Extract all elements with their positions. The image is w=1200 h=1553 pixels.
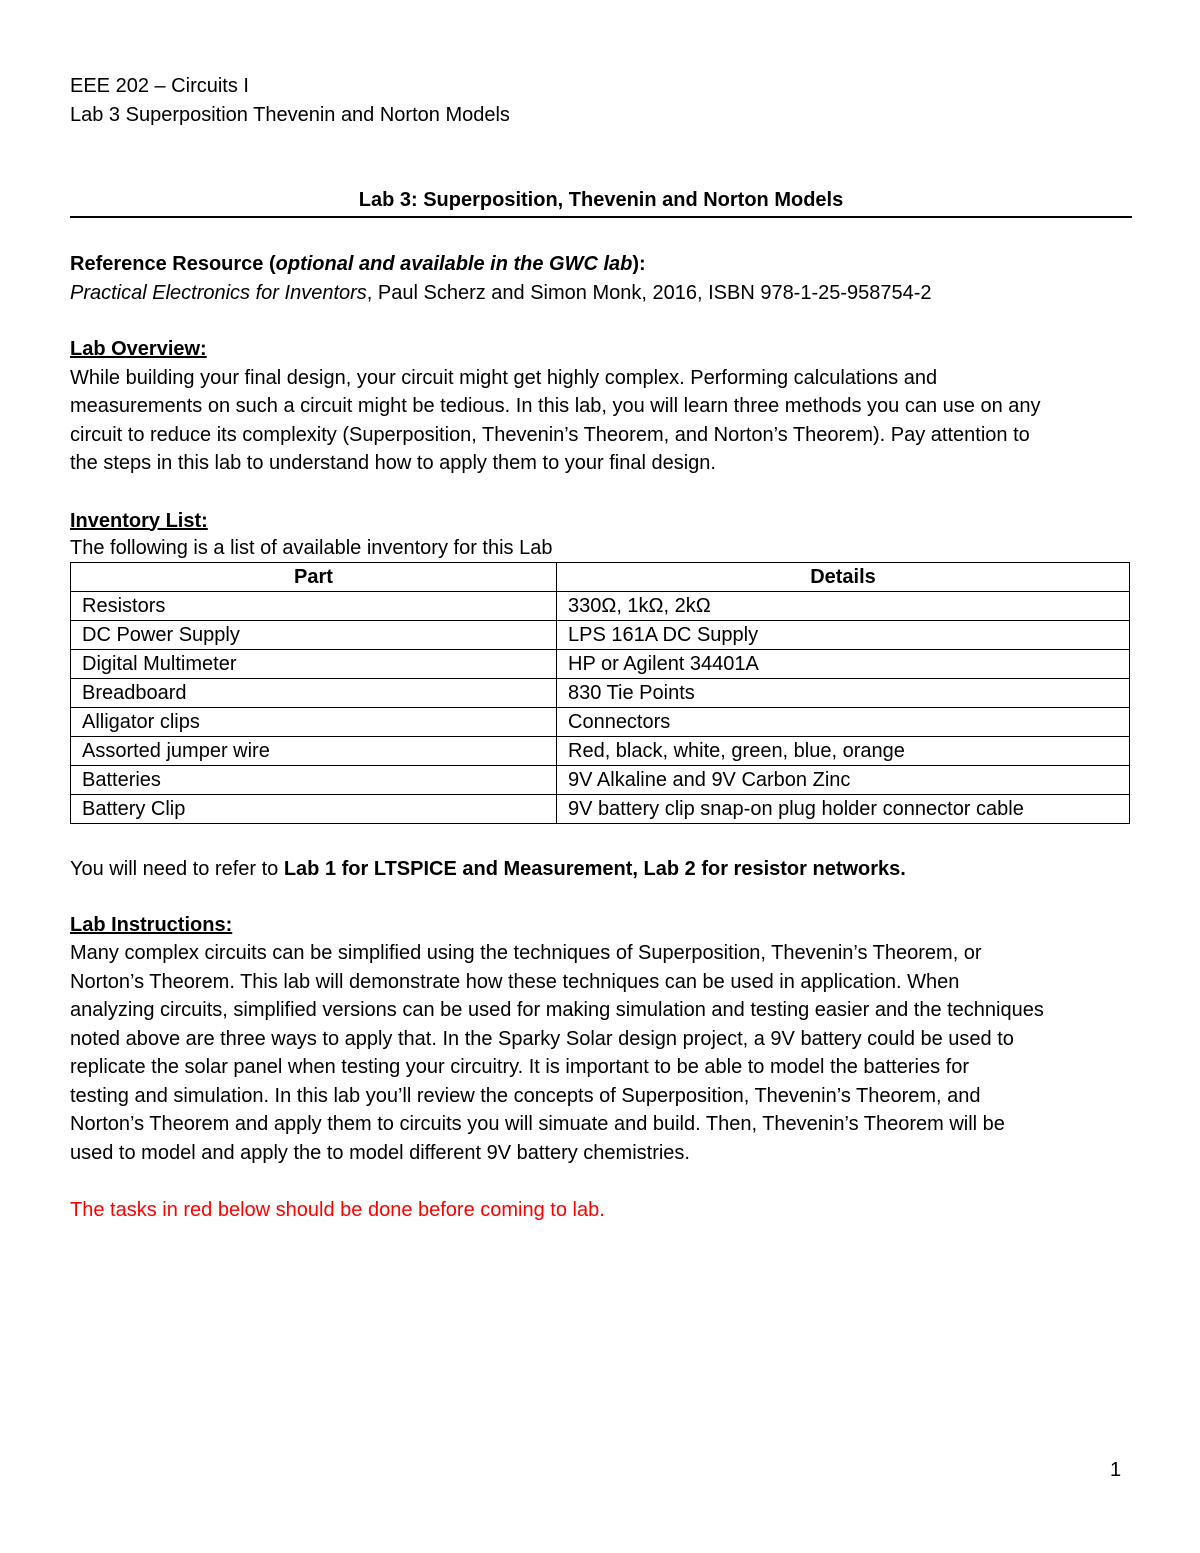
document-page [70, 72, 1132, 1225]
part-cell: Battery Clip [71, 795, 557, 824]
table-row [71, 621, 1130, 650]
details-cell: LPS 161A DC Supply [557, 621, 1130, 650]
instructions-line: replicate the solar panel when testing your circuitry. It is important to be able to model the batteries for [70, 1056, 969, 1078]
details-cell: Red, black, white, green, blue, orange [557, 737, 1130, 766]
reference-label-italic: optional and available in the GWC lab [275, 253, 633, 275]
instructions-line: noted above are three ways to apply that. In the Sparky Solar design project, a 9V battery could be used to [70, 1027, 1014, 1050]
reference-heading [70, 250, 1132, 279]
table-row [71, 795, 1130, 824]
lab-name-header: Lab 3 Superposition Thevenin and Norton Models [70, 103, 510, 126]
part-cell: Resistors [71, 592, 557, 621]
instructions-line: Norton’s Theorem. This lab will demonstrate how these techniques can be used in application. When [70, 970, 960, 993]
column-header-details: Details [557, 563, 1130, 592]
instructions-section [70, 911, 1132, 940]
overview-line: While building your final design, your circuit might get highly complex. Performing calculations and [70, 366, 938, 389]
instructions-line: Norton’s Theorem and apply them to circuits you will simuate and build. Then, Thevenin’s Theorem will be [70, 1113, 1005, 1135]
table-row [71, 766, 1130, 795]
part-cell: Digital Multimeter [71, 650, 557, 679]
reference-book-title: Practical Electronics for Inventors [70, 281, 367, 304]
overview-line: circuit to reduce its complexity (Superposition, Thevenin’s Theorem, and Norton’s Theorem). Pay attention to [70, 423, 1030, 446]
page-number: 1 [1110, 1459, 1122, 1481]
inventory-section [70, 507, 1132, 536]
details-cell: 9V battery clip snap-on plug holder connector cable [557, 795, 1130, 824]
part-cell: DC Power Supply [71, 621, 557, 650]
table-row [71, 708, 1130, 737]
course-header: EEE 202 – Circuits I [70, 75, 249, 97]
refer-prefix: You will need to refer to [70, 858, 284, 880]
table-header-row [71, 563, 1130, 592]
overview-heading: Lab Overview: [70, 338, 207, 360]
instructions-line: used to model and apply the to model different 9V battery chemistries. [70, 1141, 690, 1164]
reference-book-details: , Paul Scherz and Simon Monk, 2016, ISBN 978-1-25-958754-2 [366, 281, 932, 304]
page-title: Lab 3: Superposition, Thevenin and Norton Models [358, 189, 844, 211]
part-cell: Alligator clips [71, 708, 557, 737]
overview-section [70, 335, 1132, 364]
details-cell: 9V Alkaline and 9V Carbon Zinc [557, 766, 1130, 795]
overview-line: the steps in this lab to understand how to apply them to your final design. [70, 452, 716, 474]
instructions-heading: Lab Instructions: [70, 913, 233, 936]
reference-label-end: ): [632, 253, 646, 275]
table-row [71, 737, 1130, 766]
overview-line: measurements on such a circuit might be tedious. In this lab, you will learn three methods you can use on any [70, 395, 1041, 417]
reference-label-start: Reference Resource ( [70, 253, 276, 275]
table-row [71, 592, 1130, 621]
inventory-heading: Inventory List: [70, 509, 208, 532]
inventory-table [70, 562, 1130, 824]
details-cell: Connectors [557, 708, 1130, 737]
details-cell: HP or Agilent 34401A [557, 650, 1130, 679]
part-cell: Batteries [71, 766, 557, 795]
red-task-note: The tasks in red below should be done before coming to lab. [70, 1199, 605, 1221]
instructions-line: testing and simulation. In this lab you’ll review the concepts of Superposition, Thevenin’s Theorem, and [70, 1084, 981, 1107]
table-row [71, 679, 1130, 708]
instructions-line: Many complex circuits can be simplified using the techniques of Superposition, Thevenin’s Theorem, or [70, 942, 982, 964]
refer-bold: Lab 1 for LTSPICE and Measurement, Lab 2 for resistor networks. [283, 858, 906, 880]
inventory-intro: The following is a list of available inventory for this Lab [70, 537, 553, 559]
table-row [71, 650, 1130, 679]
reference-book [70, 279, 1132, 308]
part-cell: Assorted jumper wire [71, 737, 557, 766]
refer-note [70, 855, 1132, 884]
instructions-line: analyzing circuits, simplified versions can be used for making simulation and testing easier and the techniques [70, 999, 1044, 1021]
details-cell: 330Ω, 1kΩ, 2kΩ [557, 592, 1130, 621]
part-cell: Breadboard [71, 679, 557, 708]
details-cell: 830 Tie Points [557, 679, 1130, 708]
column-header-part: Part [71, 563, 557, 592]
